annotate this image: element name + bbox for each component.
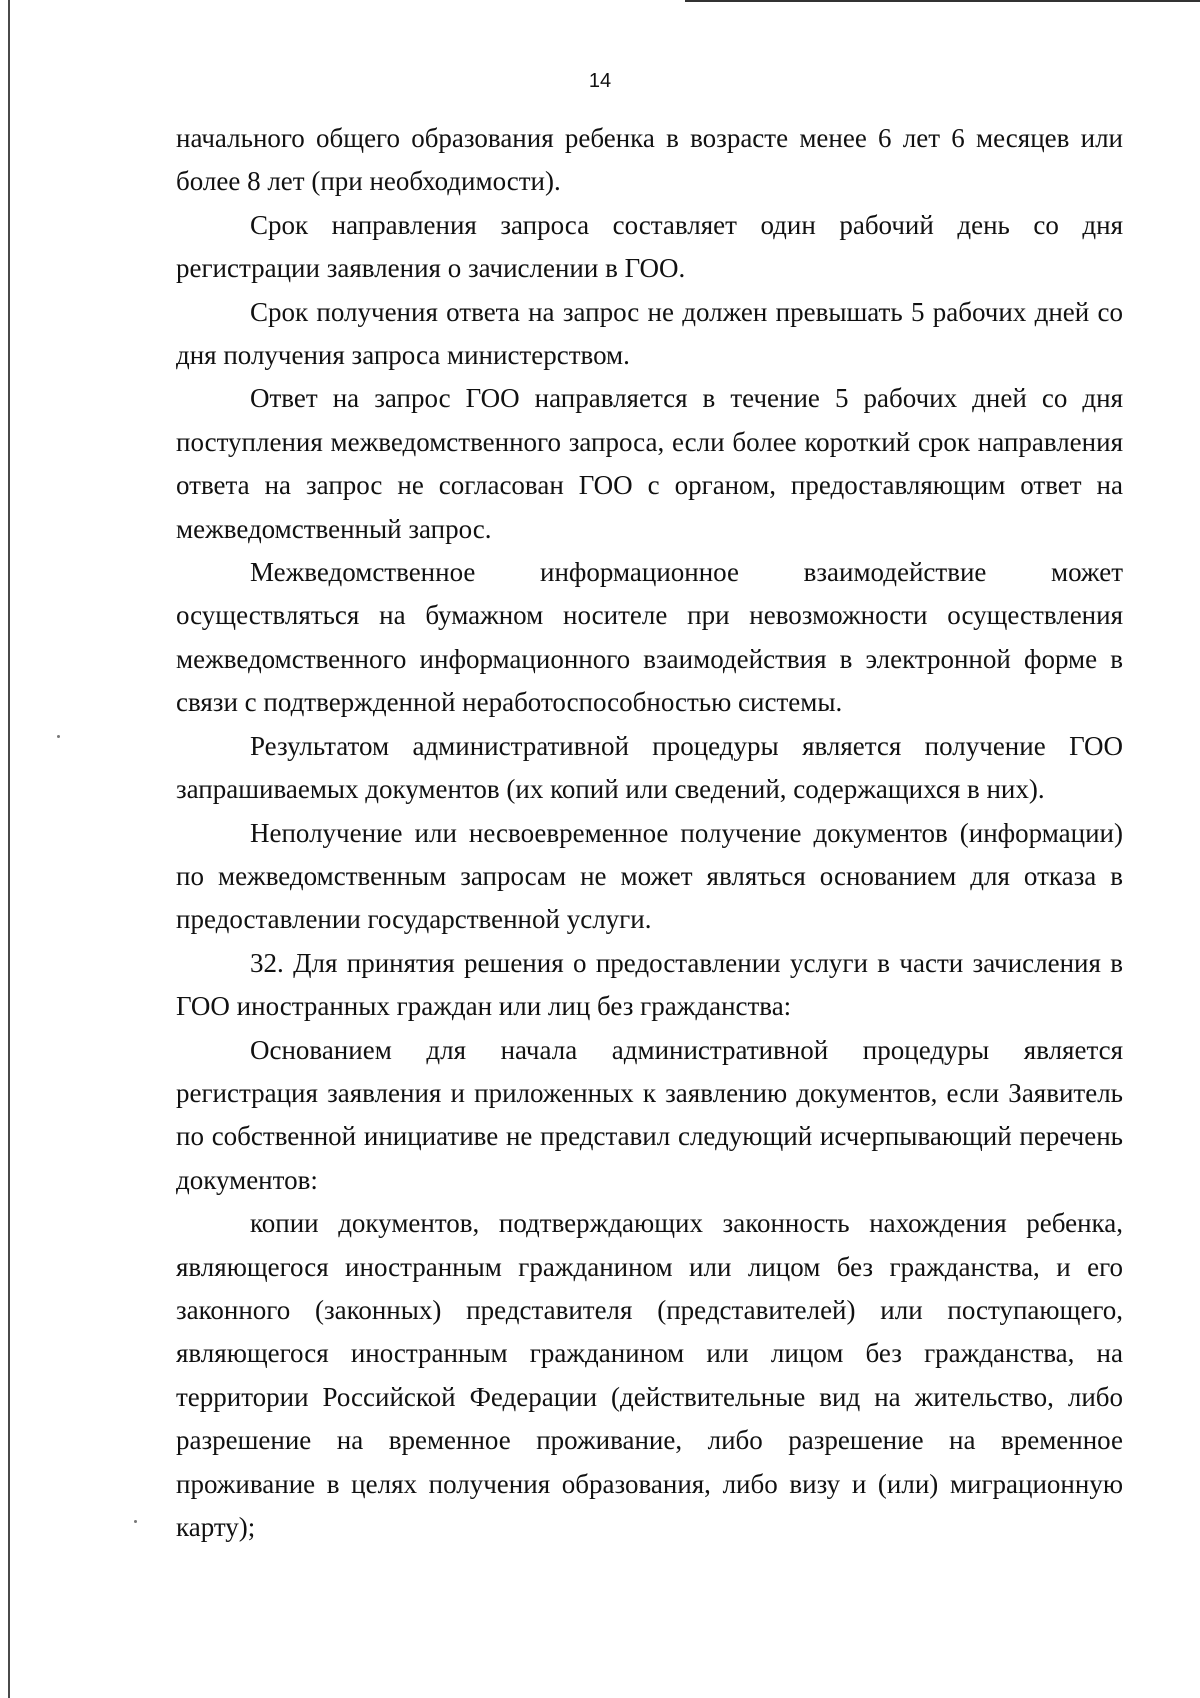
scan-top-edge <box>685 0 1200 2</box>
paragraph: 32. Для принятия решения о предоставлении услуги в части зачисления в ГОО иностранных граждан или лиц без гражданства: <box>176 947 1123 1022</box>
paragraph: Срок получения ответа на запрос не должен превышать 5 рабочих дней со дня получения запроса министерством. <box>176 296 1123 371</box>
paragraph: Ответ на запрос ГОО направляется в течение 5 рабочих дней со дня поступления межведомственного запроса, если более короткий срок направления ответа на запрос не согласован ГОО с органом, предоставляющим ответ на межведомственный запрос. <box>176 383 1123 544</box>
document-body <box>176 117 1123 1549</box>
scan-speck <box>57 735 60 738</box>
page-number: 14 <box>588 70 612 92</box>
scan-speck <box>134 1520 137 1523</box>
paragraph: Межведомственное информационное взаимодействие может осуществляться на бумажном носителе при невозможности осуществления межведомственного информационного взаимодействия в электронной форме в связи с подтвержденной неработоспособностью системы. <box>176 557 1123 718</box>
paragraph: начального общего образования ребенка в возрасте менее 6 лет 6 месяцев или более 8 лет (при необходимости). <box>176 123 1123 197</box>
paragraph: Основанием для начала административной процедуры является регистрация заявления и приложенных к заявлению документов, если Заявитель по собственной инициативе не представил следующий исчерпывающий перечень документов: <box>176 1034 1123 1195</box>
paragraph: Неполучение или несвоевременное получение документов (информации) по межведомственным запросам не может являться основанием для отказа в предоставлении государственной услуги. <box>176 817 1123 935</box>
scan-left-edge <box>8 0 10 1698</box>
paragraph: копии документов, подтверждающих законность нахождения ребенка, являющегося иностранным гражданином или лицом без гражданства, и его законного (законных) представителя (представителей) или поступающего, являющегося иностранным гражданином или лицом без гражданства, на территории Российской Федерации (действительные вид на жительство, либо разрешение на временное проживание, либо разрешение на временное проживание в целях получения образования, либо визу и (или) миграционную карту); <box>176 1208 1123 1542</box>
paragraph: Срок направления запроса составляет один рабочий день со дня регистрации заявления о зачислении в ГОО. <box>176 209 1123 284</box>
paragraph: Результатом административной процедуры является получение ГОО запрашиваемых документов (их копий или сведений, содержащихся в них). <box>176 730 1123 805</box>
